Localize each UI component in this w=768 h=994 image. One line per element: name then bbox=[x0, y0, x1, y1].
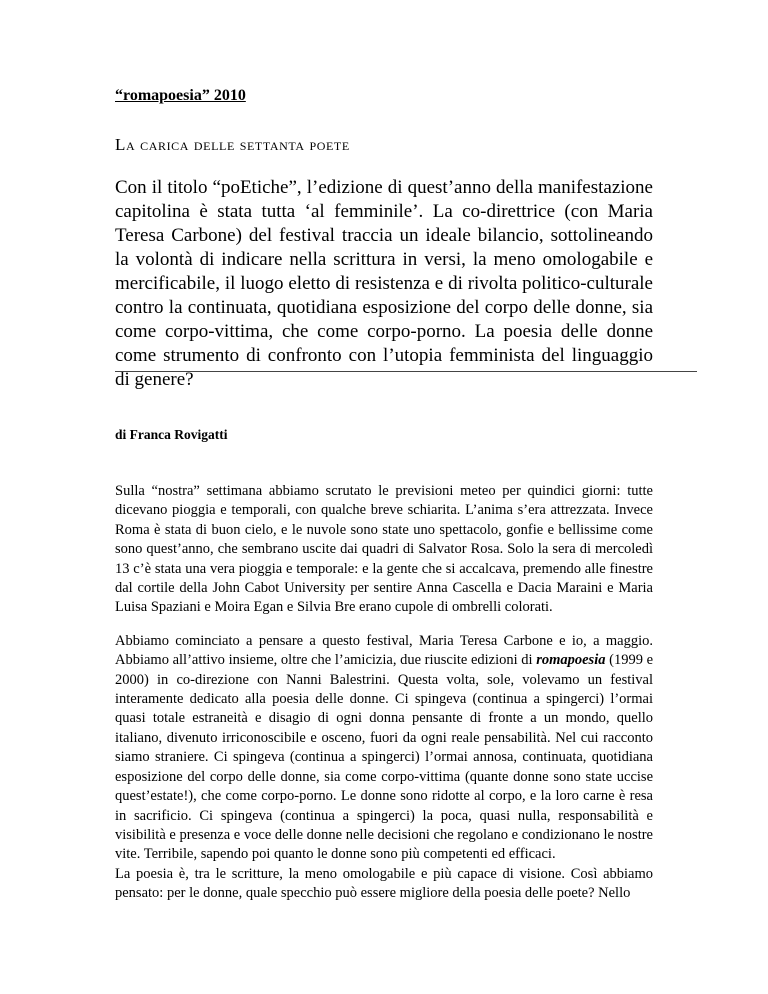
article-title: La carica delle settanta poete bbox=[115, 135, 350, 154]
body-paragraph-2 bbox=[115, 632, 653, 865]
body-paragraph-2-start: Abbiamo cominciato a pensare a questo festival, Maria Teresa Carbone e io, a maggio. Abbiamo all’attivo insieme, oltre che l’amicizia, due riuscite edizioni di bbox=[115, 632, 653, 669]
author-byline: di Franca Rovigatti bbox=[115, 427, 228, 442]
separator-line bbox=[115, 371, 697, 372]
article-intro: Con il titolo “poEtiche”, l’edizione di quest’anno della manifestazione capitolina è stata tutta ‘al femminile’. La co-direttrice (con Maria Teresa Carbone) del festival traccia un ideale bilancio, sottolineando la volontà di indicare nella scrittura in versi, la meno omologabile e mercificabile, il luogo eletto di resistenza e di rivolta politico-culturale contro la continuata, quotidiana esposizione del corpo delle donne, sia come corpo-vittima, che come corpo-porno. La poesia delle donne come strumento di confronto con l’utopia femminista del linguaggio di genere? bbox=[115, 177, 653, 390]
body-paragraph-1: Sulla “nostra” settimana abbiamo scrutato le previsioni meteo per quindici giorni: tutte dicevano pioggia e temporali, con qualche breve schiarita. L’anima s’era attrezzata. Invece Roma è stata di buon cielo, e le nuvole sono state uno spettacolo, gonfie e bellissime come sono quest’anno, che sembrano uscite dai quadri di Salvator Rosa. Solo la sera di mercoledì 13 c’è stata una vera pioggia e temporale: e la gente che si accalcava, premendo alle finestre dal cortile della John Cabot University per sentire Anna Cascella e Dacia Maraini e Maria Luisa Spaziani e Moira Egan e Silvia Bre erano cupole di ombrelli colorati. bbox=[115, 483, 653, 616]
document-header-title: “romapoesia” 2010 bbox=[115, 87, 246, 104]
body-paragraph-2-end: (1999 e 2000) in co-direzione con Nanni Balestrini. Questa volta, sole, volevamo un festival interamente dedicato alla poesia delle donne. Ci spingeva (continua a spingerci) l’ormai quasi totale estraneità e disagio di ogni donna pensante di fronte a un mondo, quello italiano, divenuto irriconoscibile e osceno, fuori da ogni reale pensabilità. Nel cui racconto siamo straniere. Ci spingeva (continua a spingerci) l’ormai annosa, continuata, quotidiana esposizione del corpo delle donne, sia come corpo-vittima (quante donne sono state uccise quest’estate!), che come corpo-porno. Le donne sono ridotte al corpo, e la loro carne è resa in sacrificio. Ci spingeva (continua a spingerci) la poca, quasi nulla, responsabilità e visibilità e presenza e voce delle donne nelle decisioni che regolano e condizionano le nostre vite. Terribile, sapendo poi quanto le donne sono più competenti ed efficaci. bbox=[115, 652, 654, 863]
body-paragraph-3: La poesia è, tra le scritture, la meno omologabile e più capace di visione. Così abbiamo pensato: per le donne, quale specchio può essere migliore della poesia delle poete? Nello bbox=[115, 865, 653, 902]
article-body bbox=[115, 482, 653, 904]
festival-name-emphasis: romapoesia bbox=[536, 652, 606, 669]
